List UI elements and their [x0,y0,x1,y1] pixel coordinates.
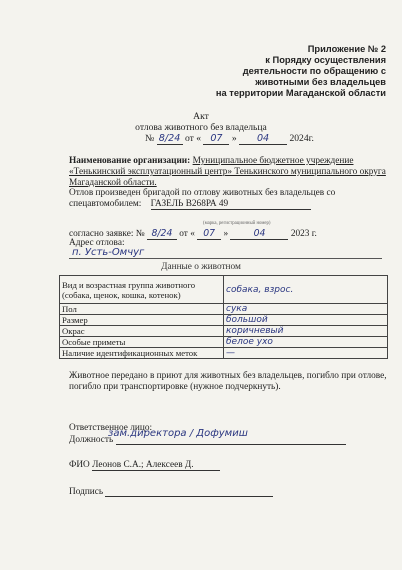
request-from: от « [179,229,195,239]
table-row [60,315,388,326]
table-row [60,304,388,315]
table-row [60,326,388,337]
section-title: Данные о животном [161,262,241,272]
table-row-value: собака, взрос. [224,276,388,304]
request-day-handwritten: 07 [197,228,221,240]
act-day-handwritten: 07 [203,133,229,145]
request-no: № [135,229,145,239]
table-row-label: Размер [60,315,224,326]
signature-underline [105,486,273,497]
position-label: Должность [69,435,114,445]
signature-line [69,486,273,497]
address-label: Адрес отлова: [69,238,125,248]
table-row-value: коричневый [224,326,388,337]
table-row-value: — [224,348,388,359]
act-number-line [145,133,314,145]
transfer-text: Животное передано в приют для животных без владельцев, погибло при отлове, погибло при транспортировке (нужное подчеркнуть). [69,371,387,392]
request-close-quote: » [223,229,229,239]
table-row [60,337,388,348]
appendix-line-1: Приложение № 2 [307,44,386,54]
table-row-label: Наличие идентификационных меток [60,348,224,359]
position-handwritten: зам.директора / Дофумиш [108,428,248,439]
address-handwritten: п. Усть-Омчуг [72,247,145,258]
table-row [60,348,388,359]
table-row-value: сука [224,304,388,315]
act-subtitle: отлова животного без владельца [135,122,267,133]
organization-block [69,156,387,188]
appendix-line-2: к Порядку осуществления [265,55,386,65]
table-row-label: Окрас [60,326,224,337]
appendix-line-5: на территории Магаданской области [215,88,386,98]
request-number-handwritten: 8/24 [147,228,177,240]
act-year: 2024г. [289,133,314,144]
act-number-handwritten: 8/24 [157,133,183,145]
table-row-label: Вид и возрастная группа животного (собака, щенок, кошка, котенок) [60,276,224,304]
table-row-label: Пол [60,304,224,315]
organization-label: Наименование организации: [69,156,191,166]
table-row-value: белое ухо [224,337,388,348]
act-month-handwritten: 04 [239,133,287,145]
vehicle-value: ГАЗЕЛЬ В268РА 49 [151,199,311,210]
animal-data-table [59,275,388,359]
responsible-label: Ответственное лицо: [69,423,153,433]
organization-name: Муниципальное бюджетное учреждение «Тенькинский эксплуатационный центр» Тенькинского муниципального округа Магаданской области. [69,156,386,188]
table-row [60,276,388,304]
act-close-quote: » [231,133,237,144]
fio-label: ФИО [69,460,90,470]
act-title: Акт [193,111,209,122]
request-month-handwritten: 04 [230,228,288,240]
appendix-line-4: животными без владельцев [255,77,386,87]
table-row-label: Особые приметы [60,337,224,348]
act-date-from: от « [184,133,202,144]
appendix-line-3: деятельности по обращению с [242,66,386,76]
address-underline [69,258,382,259]
fio-value: Леонов С.А.; Алексеев Д. [92,460,220,471]
request-year: 2023 г. [290,229,317,239]
vehicle-note: (марка, регистрационный номер) [203,221,271,226]
signature-label: Подпись [69,487,104,497]
table-row-value: большой [224,315,388,326]
capture-line-2 [69,199,311,210]
fio-line [69,460,220,471]
vehicle-label: спецавтомобилем: [69,199,142,209]
appendix-header [136,44,386,99]
capture-line-1: Отлов произведен бригадой по отлову животных без владельцев со [69,188,336,198]
request-label: согласно заявке: [69,229,134,239]
act-number-prefix: № [145,133,155,144]
